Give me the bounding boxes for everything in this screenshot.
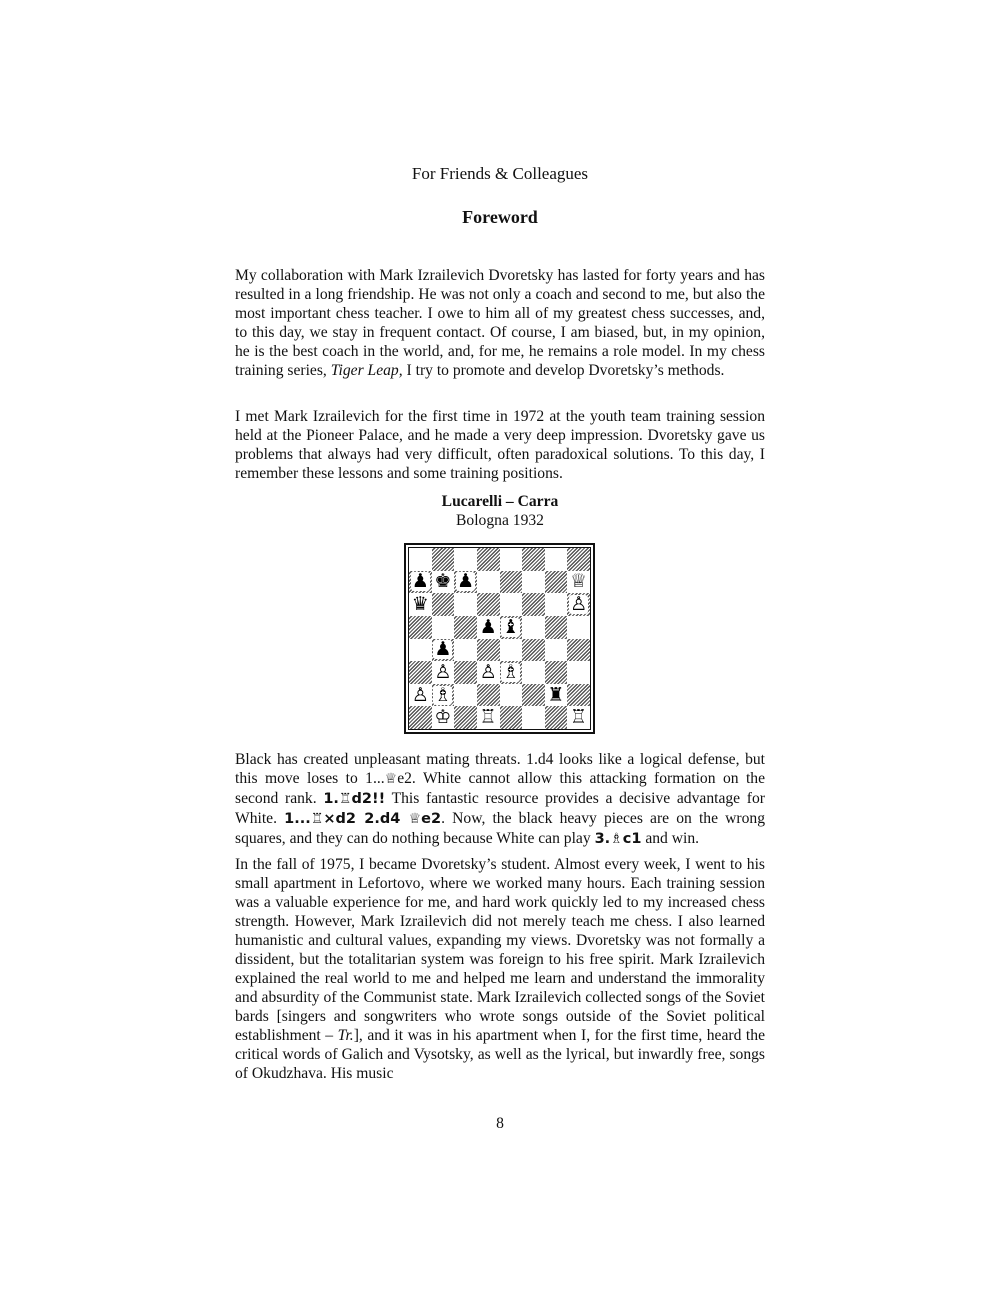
black-bishop-icon: ♝ (502, 615, 520, 638)
square-f1 (522, 706, 545, 729)
chapter-title: Foreword (462, 207, 538, 227)
square-e2 (500, 684, 523, 707)
square-a5 (409, 616, 432, 639)
white-pawn-icon: ♙ (434, 660, 452, 683)
square-e1 (500, 706, 523, 729)
square-c8 (454, 548, 477, 571)
white-bishop-icon: ♗ (502, 660, 520, 683)
square-h6 (567, 593, 590, 616)
square-d3 (477, 661, 500, 684)
square-c3 (454, 661, 477, 684)
black-pawn-icon: ♟ (457, 570, 475, 593)
square-f6 (522, 593, 545, 616)
square-c2 (454, 684, 477, 707)
square-e3 (500, 661, 523, 684)
square-f4 (522, 639, 545, 662)
square-b7 (432, 571, 455, 594)
black-pawn-icon: ♟ (411, 570, 429, 593)
square-e5 (500, 616, 523, 639)
square-a1 (409, 706, 432, 729)
paragraph-2-text: I met Mark Izrailevich for the first time in 1972 at the youth team training session held at the Pioneer Palace, and he made a very deep impression. Dvoretsky gave us problems that always had very difficult, often paradoxical solutions. To this day, I remember these lessons and some training positions. (235, 408, 765, 482)
black-queen-icon: ♛ (411, 593, 429, 616)
square-f2 (522, 684, 545, 707)
square-e6 (500, 593, 523, 616)
square-g5 (545, 616, 568, 639)
square-h5 (567, 616, 590, 639)
square-f7 (522, 571, 545, 594)
square-g1 (545, 706, 568, 729)
square-h2 (567, 684, 590, 707)
move-1: 1.♖d2!! (323, 791, 386, 807)
bishop-figurine-icon: ♗ (610, 831, 623, 847)
square-c5 (454, 616, 477, 639)
white-pawn-icon: ♙ (411, 683, 429, 706)
square-g4 (545, 639, 568, 662)
square-a4 (409, 639, 432, 662)
black-king-icon: ♚ (434, 570, 452, 593)
series-title: Tiger Leap, (330, 362, 403, 379)
square-f3 (522, 661, 545, 684)
square-b3 (432, 661, 455, 684)
paragraph-3-text-2: e2. White cannot allow this attacking formation on the second rank. (235, 770, 766, 807)
paragraph-3-text-4: . Now, the black heavy pieces are on the wrong squares, and they can do nothing because White can play (235, 810, 765, 847)
square-e7 (500, 571, 523, 594)
square-b2 (432, 684, 455, 707)
translator-note: Tr. (337, 1027, 354, 1044)
square-e8 (500, 548, 523, 571)
paragraph-4-text-b: ], and it was in his apartment when I, for the first time, heard the critical words of Galich and Vysotsky, as well as the lyrical, but inwardly free, songs of Okudzhava. His music (235, 1027, 765, 1082)
square-g3 (545, 661, 568, 684)
square-a7 (409, 571, 432, 594)
move-3: 3.♗c1 (594, 831, 642, 847)
paragraph-3-text-1: Black has created unpleasant mating threats. 1.d4 looks like a logical defense, but this move loses to 1... (235, 751, 765, 787)
square-h7 (567, 571, 590, 594)
white-rook-icon: ♖ (479, 706, 497, 729)
paragraph-3 (235, 750, 765, 857)
queen-figurine-icon: ♕ (408, 811, 422, 827)
black-pawn-icon: ♟ (434, 638, 452, 661)
square-d7 (477, 571, 500, 594)
square-h8 (567, 548, 590, 571)
white-queen-icon: ♕ (570, 570, 588, 593)
square-h3 (567, 661, 590, 684)
square-b8 (432, 548, 455, 571)
paragraph-3-text-3: This fantastic resource provides a decisive advantage for White. (235, 790, 765, 827)
game-heading (0, 492, 1000, 530)
square-f5 (522, 616, 545, 639)
square-h4 (567, 639, 590, 662)
chess-diagram (404, 543, 595, 734)
square-g2 (545, 684, 568, 707)
square-d1 (477, 706, 500, 729)
square-b1 (432, 706, 455, 729)
paragraph-2 (235, 407, 765, 491)
square-d6 (477, 593, 500, 616)
square-e4 (500, 639, 523, 662)
paragraph-1-text-b: I try to promote and develop Dvoretsky’s methods. (402, 362, 725, 379)
white-pawn-icon: ♙ (570, 593, 588, 616)
rook-figurine-icon: ♖ (338, 791, 352, 807)
page-number: 8 (496, 1115, 504, 1132)
square-d5 (477, 616, 500, 639)
game-event: Bologna 1932 (456, 512, 544, 529)
white-king-icon: ♔ (434, 706, 452, 729)
square-g6 (545, 593, 568, 616)
running-head: For Friends & Colleagues (411, 164, 589, 183)
rook-figurine-icon: ♖ (310, 811, 324, 827)
square-d2 (477, 684, 500, 707)
white-rook-icon: ♖ (570, 706, 588, 729)
black-pawn-icon: ♟ (479, 615, 497, 638)
paragraph-4 (235, 855, 765, 1091)
square-c6 (454, 593, 477, 616)
square-c7 (454, 571, 477, 594)
white-bishop-icon: ♗ (434, 683, 452, 706)
square-b5 (432, 616, 455, 639)
square-a6 (409, 593, 432, 616)
queen-figurine-icon: ♕ (384, 771, 398, 787)
square-d4 (477, 639, 500, 662)
square-a8 (409, 548, 432, 571)
square-a2 (409, 684, 432, 707)
square-d8 (477, 548, 500, 571)
square-c1 (454, 706, 477, 729)
square-b4 (432, 639, 455, 662)
square-f8 (522, 548, 545, 571)
square-a3 (409, 661, 432, 684)
square-g7 (545, 571, 568, 594)
square-b6 (432, 593, 455, 616)
chess-board (408, 547, 591, 730)
paragraph-3-text-5: and win. (641, 830, 700, 847)
black-rook-icon: ♜ (547, 683, 565, 706)
game-players: Lucarelli – Carra (441, 493, 559, 510)
paragraph-4-text-a: In the fall of 1975, I became Dvoretsky’s student. Almost every week, I went to his small apartment in Lefortovo, where we worked many hours. Each training session was a valuable experience for me, and hard work quickly led to my increased chess strength. However, Mark Izrailevich did not merely teach me chess. I also learned humanistic and cultural values, expanding my views. Dvoretsky was not formally a dissident, but the totalitarian system was foreign to his free spirit. Mark Izrailevich explained the real world to me and helped me learn and understand the immorality and absurdity of the Communist state. Mark Izrailevich collected songs of the Soviet bards [singers and songwriters who wrote songs outside of the Soviet political establishment – (235, 856, 765, 1044)
move-2: 1...♖×d2 2.d4 ♕e2 (284, 811, 442, 827)
white-pawn-icon: ♙ (479, 660, 497, 683)
square-h1 (567, 706, 590, 729)
square-c4 (454, 639, 477, 662)
square-g8 (545, 548, 568, 571)
paragraph-1 (235, 266, 765, 388)
paragraph-1-text-a: My collaboration with Mark Izrailevich Dvoretsky has lasted for forty years and has resulted in a long friendship. He was not only a coach and second to me, but also the most important chess teacher. I owe to him all of my greatest chess successes, and, to this day, we stay in frequent contact. Of course, I am biased, but, in my opinion, he is the best coach in the world, and, for me, he remains a role model. In my chess training series, (235, 267, 765, 379)
